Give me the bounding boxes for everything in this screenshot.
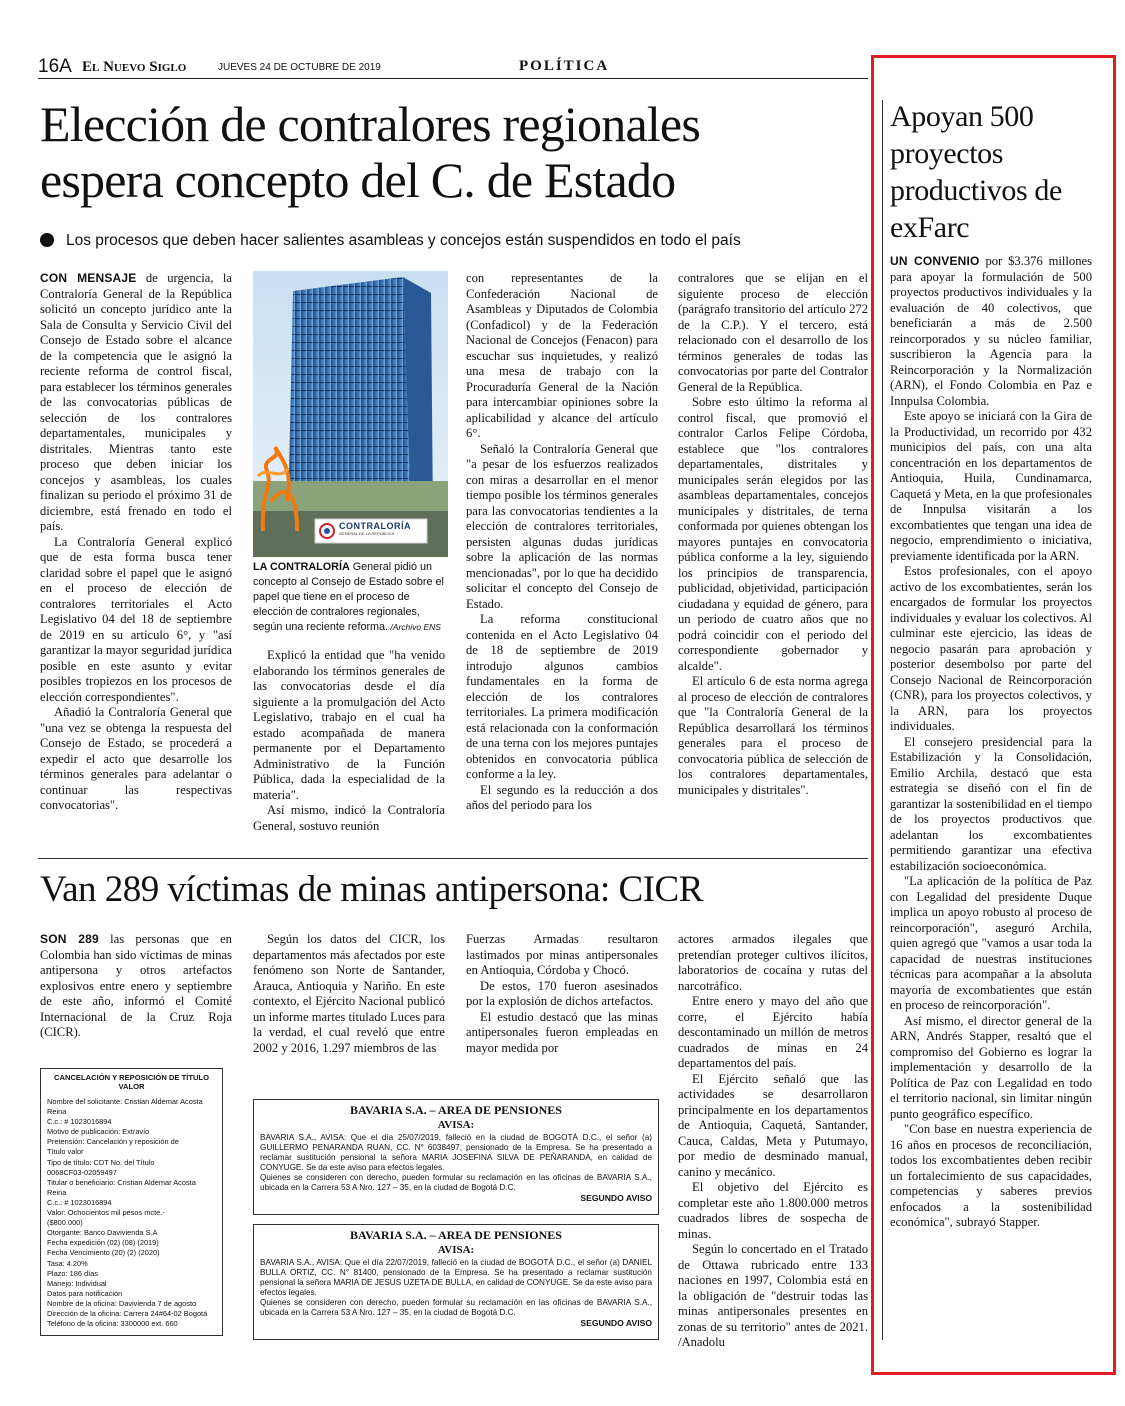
lead-in: SON 289	[40, 932, 99, 946]
ad-aviso: AVISA:	[437, 1119, 475, 1131]
notice-line: C.c.: # 1023016894	[47, 1197, 112, 1207]
highlighted-sidebar	[871, 55, 1116, 1375]
main-column-1	[40, 271, 232, 814]
caption-lead: LA CONTRALORÍA	[253, 561, 350, 573]
notice-line: Reina	[47, 1187, 67, 1197]
mines-headline: Van 289 víctimas de minas antipersona: CICR	[40, 869, 703, 910]
paragraph: El estudio destacó que las minas antipersonales fueron empleadas en mayor medida por	[466, 1009, 658, 1055]
main-headline-line1: Elección de contralores regionales	[40, 96, 700, 152]
building-photo	[253, 271, 448, 557]
paragraph: "La aplicación de la política de Paz con Legalidad del presidente Duque implica un apoyo robusto al proceso de reincorporación", aseguró Archila, quien agregó que "vamos a usar toda la capacidad de nuestras instituciones técnicas para acompañar a la absoluta mayoría de excombatientes que están en proceso de reincorporación".	[890, 874, 1092, 1012]
paragraph: El artículo 6 de esta norma agrega al proceso de elección de contralores que "la Contraloría General de la República desarrollará los términos generales para el proceso de convocatoria pública de selección de los contralores departamentales, municipales y distritales".	[678, 674, 868, 797]
paper-name: El Nuevo Siglo	[82, 59, 187, 75]
pension-notice-ad	[253, 1224, 659, 1340]
paragraph: "Con base en nuestra experiencia de 16 años en procesos de reconciliación, todos los excombatientes deben recibir un fortalecimiento de sus capacidades, competencias y saberes previos enfocados a la sostenibilidad económica", subrayó Stapper.	[890, 1122, 1092, 1229]
photo-credit: /Archivo ENS	[388, 622, 441, 632]
notice-line: Otorgante: Banco Davivienda S.A	[47, 1228, 158, 1238]
masthead-rule	[38, 78, 868, 79]
subheadline	[40, 232, 870, 250]
building-illustration	[253, 271, 448, 557]
main-headline	[40, 96, 870, 208]
notice-line: Tasa: 4.20%	[47, 1258, 88, 1268]
paragraph: UN CONVENIO por $3.376 millones para apoyar la formulación de 500 proyectos productivos individuales y la evaluación de 40 colectivos, que beneficiarán a más de 2.500 reincorporados y su núcleo familiar, suscribieron la Agencia para la Reincorporación y la Normalización (ARN), el Fondo Colombia en Paz e Innpulsa Colombia.	[890, 254, 1092, 408]
paragraph: El Ejército señaló que las actividades se desarrollaron principalmente en los departamentos de Antioquia, Caquetá, Santander, Cauca, Caldas, Meta y Putumayo, por medio de desminado manual, canino y mecánico.	[678, 1071, 868, 1179]
paragraph: Así mismo, el director general de la ARN, Andrés Stapper, resaltó que el compromiso del Gobierno es lograr la implementación y desarrollo de la Política de Paz con Legalidad en todo el territorio nacional, sin limitar ningún punto geográfico específico.	[890, 1013, 1092, 1121]
mines-column-1	[40, 932, 232, 1041]
notice-line: Título valor	[47, 1147, 84, 1157]
notice-line: Nombre del solicitante: Cristian Aldemar Acosta	[47, 1097, 203, 1106]
notice-line: Teléfono de la oficina: 3300000 ext. 660	[47, 1319, 178, 1329]
ad-title: BAVARIA S.A. – AREA DE PENSIONES	[350, 1103, 562, 1117]
issue-date: JUEVES 24 DE OCTUBRE DE 2019	[218, 62, 381, 73]
section-name: POLÍTICA	[519, 58, 610, 74]
building-sign-text: CONTRALORÍA	[339, 521, 411, 531]
paragraph: Añadió la Contraloría General que "una vez se obtenga la respuesta del Consejo de Estado, se procederá a expedir el acto que desarrolle los términos generales para adelantar o continuar las respectivas convocatorias".	[40, 705, 232, 812]
paragraph: Estos profesionales, con el apoyo activo de los excombatientes, serán los encargados de formular los proyectos individuales y evaluar los colectivos. Al culminar este ejercicio, las ideas de negocio pasarán para aprobación y posterior desembolso por parte del Consejo Nacional de Reincorporación (CNR), para los proyectos colectivos, y la ARN, para los proyectos individuales.	[890, 564, 1092, 733]
paragraph: Según los datos del CICR, los departamentos más afectados por este fenómeno son Norte de Santander, Arauca, Antioquia y Nariño. En este contexto, el Ejército Nacional publicó un informe martes titulado Luces para la verdad, el cual reveló que entre 2002 y 2016, 1.297 miembros de las	[253, 932, 445, 1055]
ad-aviso: AVISA:	[437, 1244, 475, 1256]
ad-body: BAVARIA S.A., AVISA: Que el día 25/07/2019, falleció en la ciudad de BOGOTÁ D.C., el señor (a) GUILLERMO PENARANDA RUAN, CC. N° 6038497, pensionado de la Empresa. Se ha presentado a reclamar sustitución pensional la señora MARIA JOSEFINA SILVA DE PEÑARANDA, en calidad de CONYUGE. Se da este aviso para efectos legales.	[260, 1133, 652, 1172]
main-column-4	[678, 271, 868, 798]
ad-signature: SEGUNDO AVISO	[580, 1318, 652, 1328]
main-headline-line2: espera concepto del C. de Estado	[40, 152, 676, 208]
notice-line: Valor: Ochocientos mil pesos mcte.-	[47, 1208, 165, 1218]
main-column-2	[253, 648, 445, 834]
paragraph: contralores que se elijan en el siguiente proceso de elección (parágrafo transitorio del artículo 272 de la C.P.). Y el tercero, está relacionado con el desarrollo de los términos generales de todas las convocatorias por parte del Contralor General de la República.	[678, 271, 868, 394]
paragraph: La Contraloría General explicó que de esta forma busca tener claridad sobre el papel que le asignó en el proceso de elección de contralores territoriales el Acto Legislativo 04 del 18 de septiembre de 2019 en su artículo 6°, y "así garantizar la mayor seguridad jurídica posible en este asunto y evitar posibles tropiezos en los procesos de elección correspondientes".	[40, 534, 232, 704]
notice-line: Reina	[47, 1107, 67, 1117]
mines-column-3	[466, 932, 658, 1056]
notice-line: Plazo: 186 días	[47, 1268, 98, 1278]
ad-body: BAVARIA S.A., AVISA: Que el día 22/07/2019, falleció en la ciudad de BOGOTÁ D.C., el señor (a) DANIEL BULLA ORTIZ, CC. N° 81400, pensionado de la Empresa. Se ha presentado a reclamar sustitución pensional la señora MARIA DE JESUS UZETA DE BULLA, en calidad de CONYUGE. Se da este aviso para efectos legales.	[260, 1258, 652, 1297]
notice-line: ($800.000)	[47, 1218, 83, 1228]
page-number: 16A	[38, 56, 72, 77]
sidebar-body	[890, 254, 1092, 1231]
article-divider	[38, 858, 868, 859]
masthead	[38, 56, 868, 78]
mines-column-2	[253, 932, 445, 1056]
paragraph: con representantes de la Confederación Nacional de Asambleas y Diputados de Colombia (Confadicol) y de la Federación Nacional de Concejos (Fenacon) para escuchar sus inquietudes, y realizó una mesa de trabajo con la Procuraduría General de la Nación para intercambiar opiniones sobre la aplicabilidad y alcance del artículo 6°.	[466, 271, 658, 440]
building-sign-subtext: GENERAL DE LA REPÚBLICA	[339, 531, 395, 536]
photo-caption	[253, 560, 449, 635]
notice-line: Titular o beneficiario: Cristian Aldemar Acosta	[47, 1177, 196, 1187]
main-column-3	[466, 271, 658, 814]
paragraph: El consejero presidencial para la Estabilización y la Consolidación, Emilio Archila, destacó que esta estrategia se diseñó con el fin de garantizar la sostenibilidad en el tiempo de los proyectos productivos que adelantan los excombatientes permitiendo garantizar una efectiva estabilización socioeconómica.	[890, 734, 1092, 873]
sidebar-headline: Apoyan 500 proyectos productivos de exFarc	[890, 100, 1062, 244]
ad-title: BAVARIA S.A. – AREA DE PENSIONES	[350, 1228, 562, 1242]
paragraph: El segundo es la reducción a dos años del periodo para los	[466, 782, 658, 812]
notice-line: Nombre de la oficina: Davivienda 7 de agosto	[47, 1298, 197, 1308]
paragraph: SON 289 las personas que en Colombia han sido víctimas de minas antipersona y otros artefactos explosivos entre enero y septiembre de este año, informó el Comité Internacional de la Cruz Roja (CICR).	[40, 932, 232, 1039]
notice-line: Dirección de la oficina: Carrera 24#64-02 Bogotá	[47, 1308, 208, 1318]
paragraph: CON MENSAJE de urgencia, la Contraloría General de la República solicitó un concepto jurídico ante la Sala de Consulta y Servicio Civil del Consejo de Estado sobre el alcance de la competencia que le asignó la reciente reforma de control fiscal, para establecer los términos generales de las convocatorias públicas de selección de los contralores departamentales, municipales y distritales. Mientras tanto este proceso que deben iniciar los concejos y asambleas, los cuales finalizan su periodo el próximo 31 de diciembre, está frenado en todo el país.	[40, 271, 232, 533]
paragraph: Según lo concertado en el Tratado de Ottawa rubricado entre 133 naciones en 1997, Colombia está en la obligación de "destruir todas las minas antipersonales presentes en zonas de su territorio" antes de 2021. /Anadolu	[678, 1242, 868, 1349]
paragraph: Señaló la Contraloría General que "a pesar de los esfuerzos realizados con miras a desarrollar en el menor tiempo posible los términos generales para las convocatorias tendientes a la elección de contralores territoriales, persisten algunas dudas jurídicas sobre la aplicación de las normas mencionadas", por lo que ha decidido solicitar el concepto del Consejo de Estado.	[466, 441, 658, 611]
paragraph: Sobre esto último la reforma al control fiscal, que promovió el contralor Carlos Felipe Córdoba, establece que "los contralores departamentales, distritales y municipales serán elegidos por las asambleas departamentales, concejos municipales y distritales, de terna conformada por quienes obtengan los mayores puntajes en convocatoria pública conforme a la ley, siguiendo los principios de transparencia, publicidad, objetividad, participación ciudadana y equidad de género, para un periodo de cuatro años que no podrá coincidir con el periodo del correspondiente gobernador y alcalde".	[678, 395, 868, 673]
notice-title: CANCELACIÓN Y REPOSICIÓN DE TÍTULO VALOR	[54, 1073, 209, 1091]
notice-line: C.c.: # 1023016894	[47, 1117, 112, 1127]
paragraph: La reforma constitucional contenida en el Acto Legislativo 04 de 18 de septiembre de 2019 introdujo algunos cambios fundamentales en la forma de elección de los contralores territoriales. La primera modificación está relacionada con la conformación de una terna con los mejores puntajes obtenidos en convocatoria pública conforme a la ley.	[466, 612, 658, 781]
paragraph: Este apoyo se iniciará con la Gira de la Productividad, un recorrido por 432 municipios del país, con una alta concentración en los departamentos de Antioquia, Huila, Cundinamarca, Caquetá y Meta, en la que profesionales de Innpulsa visitarán a los excombatientes que tengan una idea de negocio, emprendimiento o iniciativa, previamente identificada por la ARN.	[890, 409, 1092, 563]
lead-in: CON MENSAJE	[40, 271, 137, 285]
notice-line: 0068CF03-02059497	[47, 1167, 117, 1177]
building-sign	[339, 521, 427, 536]
notice-line: Pretensión: Cancelación y reposición de	[47, 1137, 179, 1147]
paragraph: De estos, 170 fueron asesinados por la explosión de dichos artefactos.	[466, 978, 658, 1008]
subheadline-text: Los procesos que deben hacer salientes asambleas y concejos están suspendidos en todo el país	[66, 232, 741, 249]
lead-in: UN CONVENIO	[890, 254, 980, 268]
notice-line: Manejo: Individual	[47, 1278, 107, 1288]
bullet-icon	[40, 233, 54, 247]
notice-line: Fecha Vencimiento (20) (2) (2020)	[47, 1248, 160, 1258]
caption-text: General pidió un concepto al Consejo de Estado sobre el papel que tiene en el proceso de elección de contralores regionales, según una reciente reforma.	[253, 561, 444, 633]
mines-column-4	[678, 932, 868, 1351]
notice-line: Motivo de publicación: Extravío	[47, 1127, 150, 1137]
paragraph: El objetivo del Ejército es completar este año 1.800.000 metros cuadrados libres de sospecha de minas.	[678, 1180, 868, 1241]
paragraph: Entre enero y mayo del año que corre, el Ejército había descontaminado un millón de metros cuadrados de minas en 24 departamentos del país.	[678, 994, 868, 1070]
sidebar-inner-rule	[882, 100, 883, 1340]
paragraph: Explicó la entidad que "ha venido elaborando los términos generales de las convocatorias desde el día siguiente a la promulgación del Acto Legislativo, trabajo en el cual ha estado acompañada de manera permanente por el Departamento Administrativo de la Función Pública, dada la especialidad de la materia".	[253, 648, 445, 802]
paragraph: Fuerzas Armadas resultaron lastimados por minas antipersonales en Antioquia, Córdoba y Chocó.	[466, 932, 658, 977]
notice-line: Fecha expedición (02) (08) (2019)	[47, 1238, 159, 1248]
ad-body-2: Quienes se consideren con derecho, pueden formular su reclamación en las oficinas de BAVARIA S.A., ubicada en la Carrera 53 A Nro. 127 – 35, en la ciudad de Bogotá D.C.	[260, 1173, 652, 1192]
ad-signature: SEGUNDO AVISO	[580, 1193, 652, 1203]
pension-notice-ad	[253, 1099, 659, 1215]
title-cancellation-notice	[40, 1068, 223, 1336]
paragraph: Así mismo, indicó la Contraloría General, sostuvo reunión	[253, 803, 445, 833]
notice-line: Datos para notificación	[47, 1288, 123, 1298]
notice-line: Tipo de título: CDT No. del Título	[47, 1157, 155, 1167]
ad-body-2: Quienes se consideren con derecho, pueden formular su reclamación en las oficinas de BAVARIA S.A., ubicada en la Carrera 53 A Nro. 127 – 35, en la ciudad de Bogotá D.C.	[260, 1298, 652, 1317]
paragraph: actores armados ilegales que pretendían proteger cultivos ilícitos, laboratorios de cocaína y rutas del narcotráfico.	[678, 932, 868, 993]
